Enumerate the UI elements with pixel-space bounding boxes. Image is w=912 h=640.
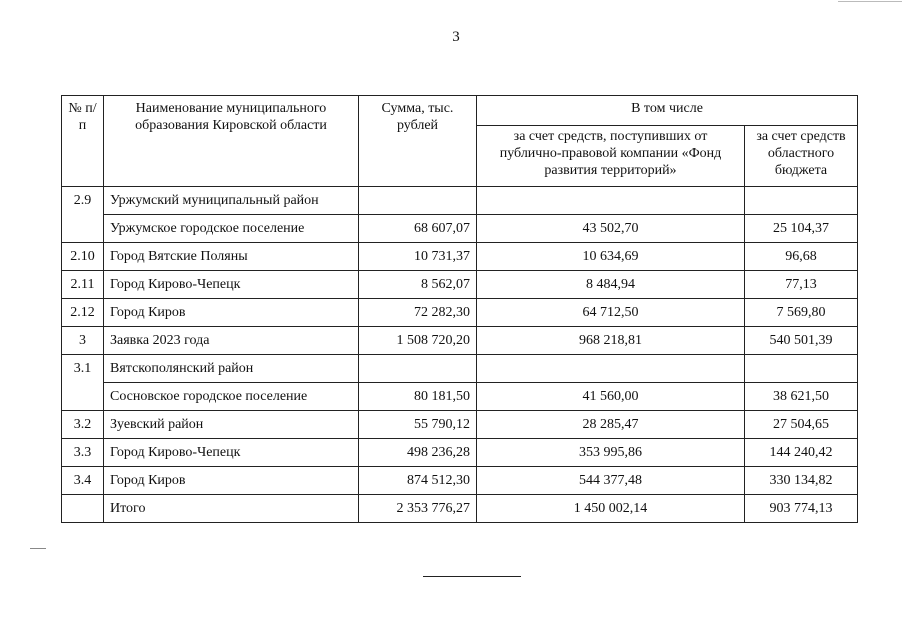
row-regional: 540 501,39 <box>745 327 858 355</box>
row-num: 3 <box>62 327 104 355</box>
table-row <box>62 187 858 215</box>
table-row <box>62 271 858 299</box>
row-num: 2.9 <box>62 187 104 215</box>
row-regional: 25 104,37 <box>745 215 858 243</box>
table-row <box>62 299 858 327</box>
row-num: 2.11 <box>62 271 104 299</box>
table-row <box>62 411 858 439</box>
margin-dash <box>30 548 46 549</box>
row-regional <box>745 187 858 215</box>
table-row <box>62 215 858 243</box>
total-label: Итого <box>104 495 359 523</box>
row-sum <box>359 355 477 383</box>
row-name: Город Кирово-Чепецк <box>104 271 359 299</box>
row-num: 2.10 <box>62 243 104 271</box>
row-name: Вятскополянский район <box>104 355 359 383</box>
row-name: Сосновское городское поселение <box>104 383 359 411</box>
row-sum <box>359 187 477 215</box>
row-name: Зуевский район <box>104 411 359 439</box>
total-regional: 903 774,13 <box>745 495 858 523</box>
table-row <box>62 327 858 355</box>
row-fund: 43 502,70 <box>477 215 745 243</box>
table-row <box>62 355 858 383</box>
header-including: В том числе <box>477 96 858 126</box>
header-sum: Сумма, тыс. рублей <box>359 96 477 187</box>
row-name: Город Киров <box>104 467 359 495</box>
row-num <box>62 495 104 523</box>
header-num: № п/п <box>62 96 104 187</box>
row-regional: 77,13 <box>745 271 858 299</box>
row-name: Город Киров <box>104 299 359 327</box>
row-num: 2.12 <box>62 299 104 327</box>
row-fund: 64 712,50 <box>477 299 745 327</box>
row-regional: 144 240,42 <box>745 439 858 467</box>
row-regional: 27 504,65 <box>745 411 858 439</box>
row-sum: 8 562,07 <box>359 271 477 299</box>
row-fund: 8 484,94 <box>477 271 745 299</box>
row-fund: 28 285,47 <box>477 411 745 439</box>
table-row <box>62 383 858 411</box>
table-row <box>62 243 858 271</box>
row-regional: 330 134,82 <box>745 467 858 495</box>
row-regional: 38 621,50 <box>745 383 858 411</box>
top-edge-rule <box>838 1 902 2</box>
row-num: 3.2 <box>62 411 104 439</box>
row-sum: 55 790,12 <box>359 411 477 439</box>
row-sum: 498 236,28 <box>359 439 477 467</box>
row-num <box>62 215 104 243</box>
row-sum: 1 508 720,20 <box>359 327 477 355</box>
row-fund: 10 634,69 <box>477 243 745 271</box>
header-regional: за счет средств областного бюджета <box>745 126 858 187</box>
row-fund: 544 377,48 <box>477 467 745 495</box>
row-num: 3.1 <box>62 355 104 383</box>
row-regional <box>745 355 858 383</box>
row-fund: 353 995,86 <box>477 439 745 467</box>
row-name: Уржумский муниципальный район <box>104 187 359 215</box>
page-number: 3 <box>452 29 460 45</box>
row-fund <box>477 187 745 215</box>
table-row <box>62 439 858 467</box>
row-name: Заявка 2023 года <box>104 327 359 355</box>
row-sum: 68 607,07 <box>359 215 477 243</box>
total-row <box>62 495 858 523</box>
row-sum: 80 181,50 <box>359 383 477 411</box>
bottom-rule <box>423 576 521 577</box>
row-sum: 874 512,30 <box>359 467 477 495</box>
row-name: Уржумское городское поселение <box>104 215 359 243</box>
header-name: Наименование муниципального образования Кировской области <box>104 96 359 187</box>
row-regional: 96,68 <box>745 243 858 271</box>
row-fund: 41 560,00 <box>477 383 745 411</box>
allocation-table <box>61 95 858 523</box>
row-sum: 10 731,37 <box>359 243 477 271</box>
row-num: 3.4 <box>62 467 104 495</box>
row-name: Город Кирово-Чепецк <box>104 439 359 467</box>
table-row <box>62 467 858 495</box>
header-fund: за счет средств, поступивших от публично-правовой компании «Фонд развития территорий» <box>477 126 745 187</box>
row-num <box>62 383 104 411</box>
row-regional: 7 569,80 <box>745 299 858 327</box>
row-name: Город Вятские Поляны <box>104 243 359 271</box>
total-sum: 2 353 776,27 <box>359 495 477 523</box>
row-num: 3.3 <box>62 439 104 467</box>
total-fund: 1 450 002,14 <box>477 495 745 523</box>
row-fund: 968 218,81 <box>477 327 745 355</box>
row-sum: 72 282,30 <box>359 299 477 327</box>
row-fund <box>477 355 745 383</box>
